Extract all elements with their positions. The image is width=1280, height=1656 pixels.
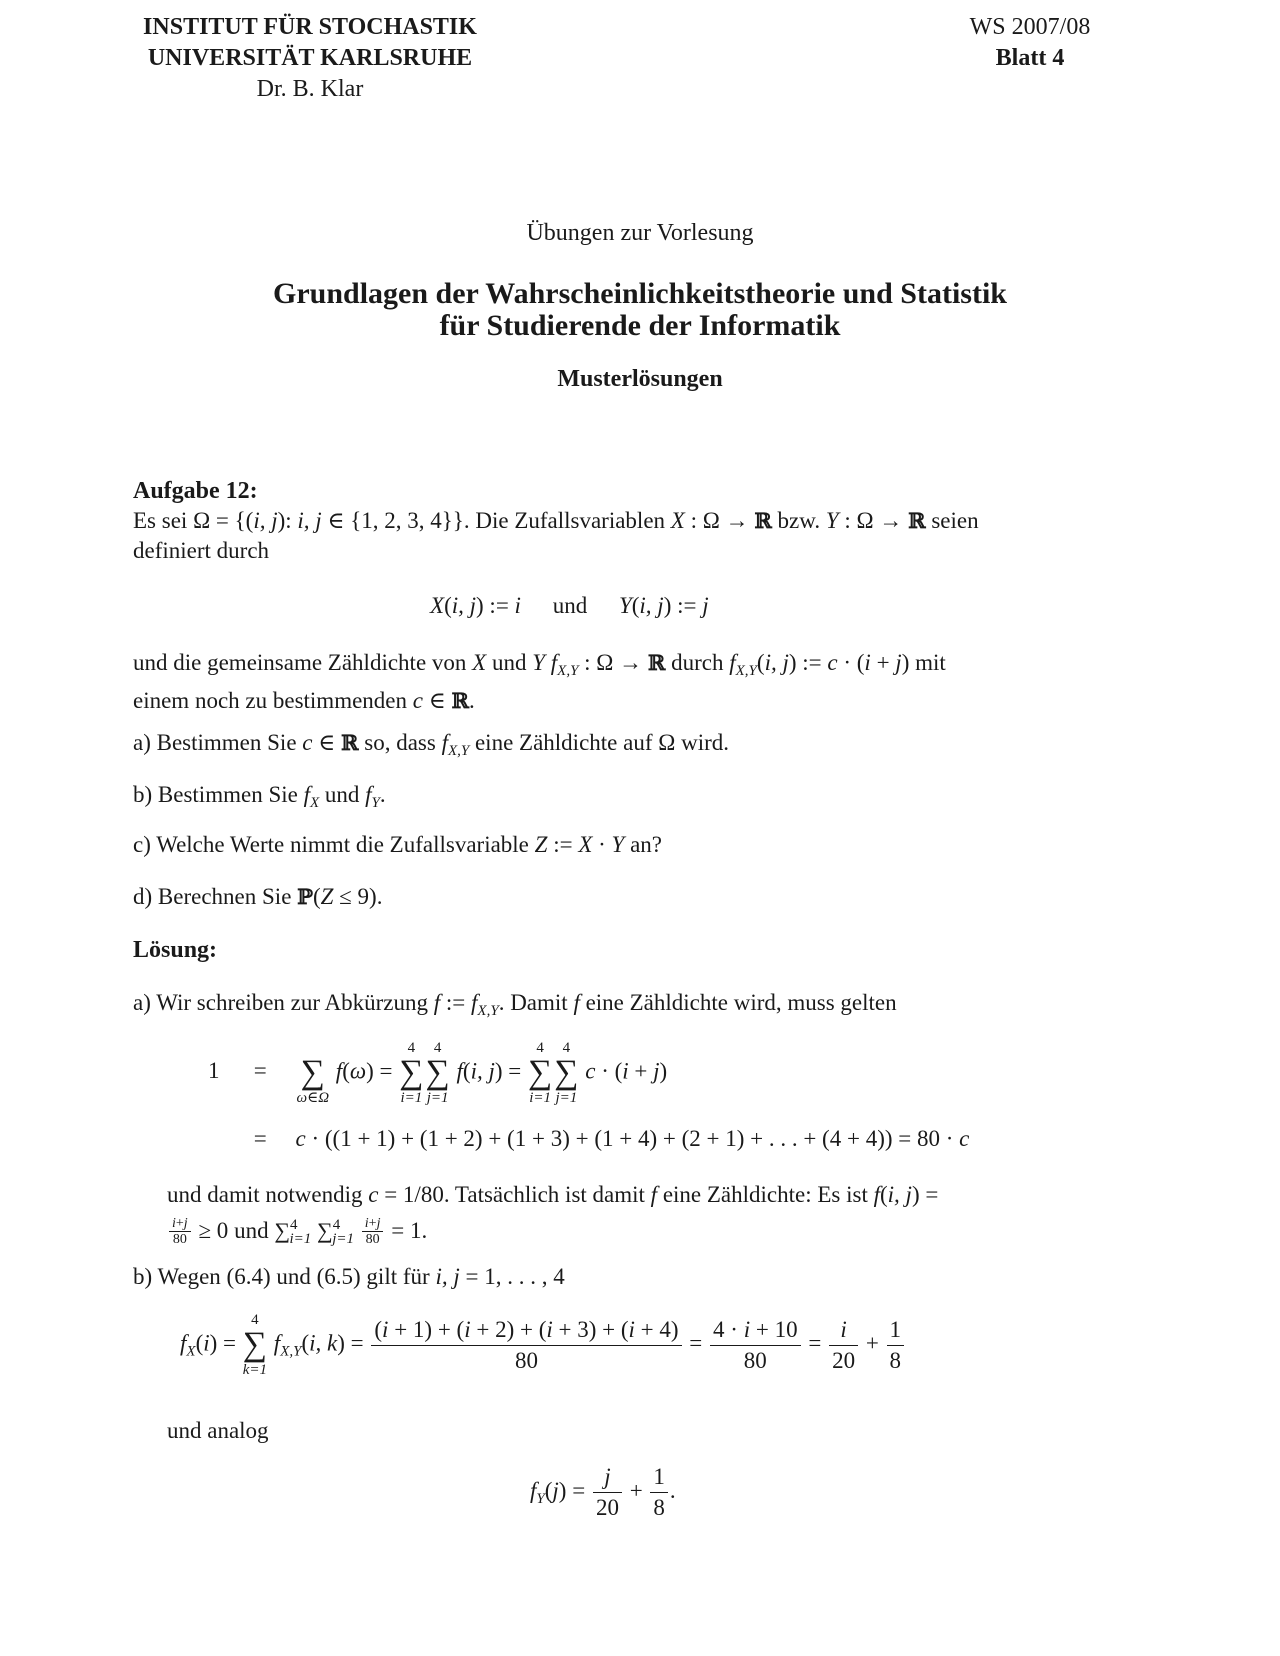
course-title <box>0 278 1280 342</box>
text-durch: durch <box>671 650 724 675</box>
task-intro-line2: definiert durch <box>133 538 270 563</box>
text-es-sei: Es sei <box>133 508 188 533</box>
solution-a-text1: Wir schreiben zur Abkürzung <box>156 990 429 1015</box>
semester: WS 2007/08 <box>969 14 1091 40</box>
solution-label-b: b) <box>133 1264 153 1289</box>
normalization-equation-line1: 1 = ∑ ω∈Ω f(ω) = 4 ∑ i=1 4 ∑ j=1 f(i, j) = 4 ∑ i=1 4 ∑ j=1 c · (i + j) <box>208 1040 668 1106</box>
solution-a-conclusion: und damit notwendig c = 1/80. Tatsächlich ist damit f eine Zähldichte: Es ist f(i, j) = $\frac{i+j}{80}$ ≥ 0 und ∑$^4_{i=1}$ ∑$^4_{j=1}$ $\frac{i+j}{80}$ = 1. <box>167 1182 939 1247</box>
task-item-a: a) Bestimmen Sie c ∈ ℝ so, dass $f_{X,Y}$ eine Zähldichte auf Ω wird. <box>133 730 729 759</box>
item-label-a: a) <box>133 730 151 755</box>
solution-a-text2: . Damit <box>498 990 568 1015</box>
task-intro-line1: Es sei Ω = {(i, j): i, j ∈ {1, 2, 3, 4}}. Die Zufallsvariablen X : Ω → ℝ bzw. Y : Ω → ℝ seien <box>133 508 979 533</box>
item-d-text1: Berechnen Sie <box>157 884 292 909</box>
solution-b-analog: und analog <box>167 1418 269 1443</box>
solution-a-intro: a) Wir schreiben zur Abkürzung f := $f_{X,Y}$. Damit f eine Zähldichte wird, muss gelten <box>133 990 897 1019</box>
task-intro <box>133 506 1143 566</box>
text-zufallsvariablen: . Die Zufallsvariablen <box>463 508 666 533</box>
sheet-header <box>920 12 1140 74</box>
text-und-def: und <box>552 593 588 618</box>
solution-a-after3: eine Zähldichte: Es ist <box>662 1182 868 1207</box>
item-a-text3: eine Zähldichte auf Ω wird. <box>474 730 729 755</box>
definition-equation: X(i, j) := i und Y(i, j) := j <box>430 593 709 618</box>
item-c-text1: Welche Werte nimmt die Zufallsvariable <box>156 832 529 857</box>
solution-b-intro: b) Wegen (6.4) und (6.5) gilt für i, j = 1, . . . , 4 <box>133 1264 565 1289</box>
task-item-d: d) Berechnen Sie ℙ(Z ≤ 9). <box>133 884 383 909</box>
solution-heading: Lösung: <box>133 937 218 963</box>
solutions-title: Musterlösungen <box>557 366 723 392</box>
task-item-b: b) Bestimmen Sie $f_X$ und $f_Y$. <box>133 782 386 811</box>
institute-header <box>130 12 490 105</box>
solution-a-text3: eine Zähldichte wird, muss gelten <box>585 990 897 1015</box>
item-b-text1: Bestimmen Sie <box>157 782 298 807</box>
solution-a-und: und <box>234 1218 269 1243</box>
normalization-equation-line2: = c · ((1 + 1) + (1 + 2) + (1 + 3) + (1 + 4) + (2 + 1) + . . . + (4 + 4)) = 80 · c <box>253 1126 970 1151</box>
solution-label-a: a) <box>133 990 151 1015</box>
text-mit: mit <box>915 650 946 675</box>
item-c-text2: an? <box>630 832 663 857</box>
subtitle: Übungen zur Vorlesung <box>526 220 754 246</box>
task-item-c: c) Welche Werte nimmt die Zufallsvariable Z := X · Y an? <box>133 832 663 857</box>
item-label-c: c) <box>133 832 151 857</box>
task-heading: Aufgabe 12: <box>133 478 258 504</box>
university-name: UNIVERSITÄT KARLSRUHE <box>147 45 473 71</box>
text-seien: seien <box>931 508 979 533</box>
course-title-line2: für Studierende der Informatik <box>439 309 841 342</box>
marginal-y-equation: $f_Y(j)$ = $\frac{j}{20}$ + $\frac{1}{8}$ . <box>530 1464 676 1520</box>
course-title-line1: Grundlagen der Wahrscheinlichkeitstheorie und Statistik <box>273 277 1007 310</box>
institute-name: INSTITUT FÜR STOCHASTIK <box>143 14 477 40</box>
item-b-text2: und <box>324 782 360 807</box>
item-a-text1: Bestimmen Sie <box>156 730 297 755</box>
text-gemeinsame: und die gemeinsame Zähldichte von <box>133 650 467 675</box>
solution-a-after1: und damit notwendig <box>167 1182 363 1207</box>
sheet-number: Blatt 4 <box>995 45 1065 71</box>
item-a-text2: so, dass <box>364 730 436 755</box>
joint-density-paragraph: und die gemeinsame Zähldichte von X und Y $f_{X,Y}$ : Ω → ℝ durch $f_{X,Y}(i$, j) := c · (i + j) mit einem noch zu bestimmenden c ∈ ℝ. <box>133 650 946 713</box>
text-einem: einem noch zu bestimmenden <box>133 688 408 713</box>
solution-b-text1: Wegen (6.4) und (6.5) gilt für <box>157 1264 430 1289</box>
item-label-d: d) <box>133 884 153 909</box>
text-bzw: bzw. <box>777 508 821 533</box>
marginal-x-equation: $f_X(i)$ = 4 ∑ k=1 $f_{X,Y}(i$, k) = $\frac{(i + 1) + (i + 2) + (i + 3) + (i + 4)}{80}$ = $\frac{4 \cdot i + 10}{80}$ = $\frac{i}{20}$ + $\frac{1}{8}$ <box>180 1312 906 1378</box>
solution-a-after2: . Tatsächlich ist damit <box>443 1182 645 1207</box>
text-und-xy: und <box>491 650 527 675</box>
item-label-b: b) <box>133 782 153 807</box>
lecturer-name: Dr. B. Klar <box>256 76 364 102</box>
